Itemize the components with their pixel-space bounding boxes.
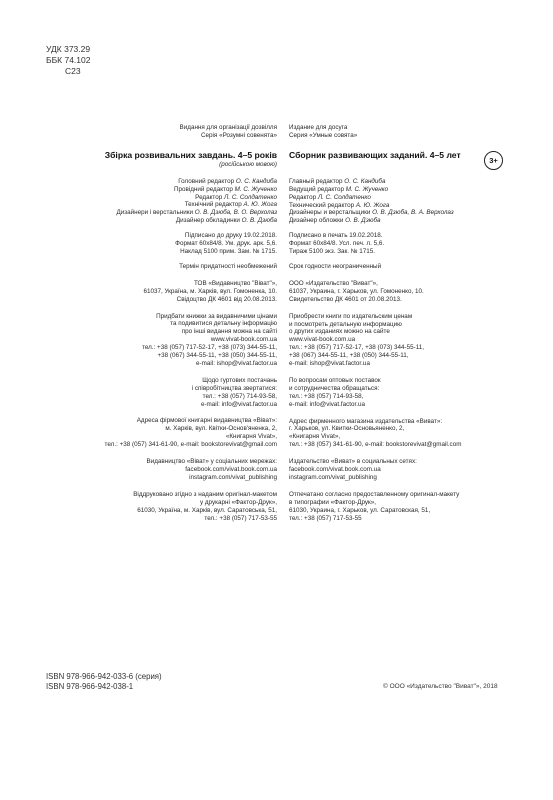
credit-role: Редактор <box>289 193 317 201</box>
buy-line: тел.: +38 (057) 717-52-17, +38 (073) 344-55-11, <box>289 344 424 352</box>
credit-role: Главный редактор <box>289 177 343 185</box>
buy-line: www.vivat-book.com.ua <box>289 336 356 344</box>
credit-role: Провідний редактор <box>173 185 233 193</box>
printed-line: Віддруковано згідно з наданим оригінал-макетом <box>133 490 277 498</box>
credits-block <box>47 178 277 225</box>
store-line: Адрес фирменного магазина издательства «Виват»: <box>289 417 443 425</box>
credit-line <box>289 194 519 202</box>
credit-line <box>47 217 277 225</box>
printed-line: тел.: +38 (057) 717-53-55 <box>204 514 277 522</box>
credit-name: О. В. Дзюба <box>345 217 381 225</box>
credit-line <box>47 186 277 194</box>
social-line: facebook.com/vivat.book.com.ua <box>289 466 381 474</box>
credit-role: Дизайнер обложки <box>289 217 344 225</box>
store-block <box>47 417 277 449</box>
publisher-block <box>47 280 277 304</box>
edition-line: Издание для досуга <box>289 124 348 131</box>
credit-name: А. Ю. Жога <box>355 201 390 209</box>
print-line: Наклад 5100 прим. Зам. № 1715. <box>180 247 277 255</box>
buy-line: про інші видання можна на сайті <box>181 328 277 336</box>
credit-role: Дизайнер обкладинки <box>175 217 240 225</box>
print-block <box>289 232 519 256</box>
edition-line: Серия «Умные совята» <box>289 131 358 139</box>
isbn-book: ISBN 978-966-942-038-1 <box>46 682 134 691</box>
publisher-line: 61037, Україна, м. Харків, вул. Гомоненка, 10. <box>143 287 277 295</box>
udk-block <box>46 44 90 77</box>
printed-block <box>289 491 519 523</box>
book-subtitle: (російською мовою) <box>219 160 277 168</box>
credit-line <box>289 178 519 186</box>
printed-line: 61030, Україна, м. Харків, вул. Саратовська, 51, <box>137 506 277 514</box>
store-line: г. Харьков, ул. Квитки-Основьяненко, 2, <box>289 425 405 433</box>
wholesale-line: По вопросам оптовых поставок <box>289 376 381 384</box>
store-line: «Книгарня Vivat», <box>225 433 277 441</box>
publisher-line: ООО «Издательство "Виват"», <box>289 279 378 287</box>
shelf-block <box>289 263 519 271</box>
bbk-code: ББК 74.102 <box>46 55 91 65</box>
buy-line: Приобрести книги по издательским ценам <box>289 312 413 320</box>
printed-block <box>47 491 277 523</box>
printed-line: тел.: +38 (057) 717-53-55 <box>289 514 362 522</box>
publisher-block <box>289 280 519 304</box>
wholesale-block <box>47 377 277 409</box>
age-badge: 3+ <box>484 151 503 170</box>
credit-role: Дизайнеры и верстальщики <box>289 209 371 217</box>
social-line: Видавництво «Віват» у соціальних мережах: <box>146 458 277 466</box>
credit-line <box>289 217 519 225</box>
copyright: © ООО «Издательство "Виват"», 2018 <box>383 683 498 690</box>
shelf-line: Срок годности неограниченный <box>289 262 382 270</box>
printed-line: Отпечатано согласно предоставленному оригинал-макету <box>289 490 460 498</box>
edition-block <box>289 124 519 140</box>
buy-line: та подивитися детальну інформацію <box>170 320 277 328</box>
credit-name: М. С. Жученко <box>234 185 277 193</box>
buy-line: +38 (067) 344-55-11, +38 (050) 344-55-11, <box>157 352 277 360</box>
printed-line: 61030, Украина, г. Харьков, ул. Саратовская, 51, <box>289 506 431 514</box>
credit-line <box>289 186 519 194</box>
store-line: м. Харків, вул. Квітки-Основ'яненка, 2, <box>165 425 277 433</box>
printed-line: в типографии «Фактор-Друк», <box>289 498 377 506</box>
shelf-block <box>47 263 277 271</box>
social-line: instagram.com/vivat_publishing <box>289 474 377 481</box>
credit-name: Л. С. Солдатенко <box>224 193 277 201</box>
shelf-line: Термін придатності необмежений <box>179 262 277 270</box>
buy-line: и посмотреть детальную информацию <box>289 320 402 328</box>
credit-name: О. В. Дзюба, В. А. Верхолаз <box>372 209 454 217</box>
buy-line: e-mail: ishop@vivat.factor.ua <box>196 359 277 367</box>
author-mark: С23 <box>65 66 81 76</box>
print-line: Тираж 5100 экз. Зак. № 1715. <box>289 248 376 256</box>
social-block <box>47 458 277 482</box>
social-block <box>289 458 519 482</box>
buy-block <box>289 313 519 368</box>
publisher-line: ТОВ «Видавництво "Віват"», <box>193 279 277 287</box>
edition-line: Видання для організації дозвілля <box>179 124 277 131</box>
buy-line: тел.: +38 (057) 717-52-17, +38 (073) 344-55-11, <box>142 344 277 352</box>
wholesale-line: тел.: +38 (057) 714-93-58, <box>202 392 277 400</box>
book-title: Збірка розвивальних завдань. 4–5 років <box>104 149 277 160</box>
publisher-line: Свидетельство ДК 4601 от 20.08.2013. <box>289 295 402 303</box>
social-line: facebook.com/vivat.book.com.ua <box>185 466 277 473</box>
printed-line: у друкарні «Фактор-Друк», <box>199 498 277 506</box>
print-line: Підписано до друку 19.02.2018. <box>184 232 277 240</box>
print-block <box>47 232 277 256</box>
credit-line <box>47 178 277 186</box>
wholesale-line: Щодо гуртових постачань <box>202 376 277 384</box>
credits-block <box>289 178 519 225</box>
print-line: Подписано в печать 19.02.2018. <box>289 232 383 240</box>
credit-role: Головний редактор <box>178 177 235 185</box>
store-line: «Книгарня Vivat», <box>289 433 341 441</box>
wholesale-line: и сотрудничества обращаться: <box>289 384 380 392</box>
buy-line: e-mail: ishop@vivat.factor.ua <box>289 360 370 368</box>
credit-role: Технический редактор <box>289 201 355 209</box>
publisher-line: 61037, Украина, г. Харьков, ул. Гомоненко, 10. <box>289 287 424 295</box>
credit-name: М. С. Жученко <box>345 185 389 193</box>
store-line: Адреса фірмової книгарні видавництва «Віват»: <box>136 417 277 425</box>
credit-name: О. С. Кандиба <box>344 177 386 185</box>
credit-role: Дизайнери і верстальники <box>116 209 193 217</box>
wholesale-line: тел.: +38 (057) 714-93-58, <box>289 392 364 400</box>
wholesale-line: і співробітництва звертатися: <box>191 384 277 392</box>
book-title: Сборник развивающих заданий. 4–5 лет <box>289 149 461 160</box>
credit-name: О. В. Дзюба <box>241 217 277 225</box>
credit-role: Редактор <box>195 193 223 201</box>
udk-code: УДК 373.29 <box>46 44 91 54</box>
edition-line: Серія «Розумні совенята» <box>200 131 277 139</box>
wholesale-block <box>289 377 519 409</box>
buy-line: www.vivat-book.com.ua <box>210 336 277 344</box>
credit-name: О. В. Дзюба, В. О. Верхолаз <box>194 209 277 217</box>
imprint-column-ukrainian <box>47 124 277 522</box>
print-line: Формат 60х84/8. Ум. друк. арк. 5,6. <box>175 240 277 248</box>
credit-name: А. Ю. Жога <box>243 201 277 209</box>
isbn-block <box>46 672 162 692</box>
publisher-line: Свідоцтво ДК 4601 від 20.08.2013. <box>176 295 277 303</box>
social-line: Издательство «Виват» в социальных сетях: <box>289 458 417 466</box>
wholesale-line: e-mail: info@vivat.factor.ua <box>200 400 277 408</box>
edition-block <box>47 124 277 140</box>
print-line: Формат 60х84/8. Усл. печ. л. 5,6. <box>289 240 385 248</box>
wholesale-line: e-mail: info@vivat.factor.ua <box>289 400 366 408</box>
social-line: instagram.com/vivat_publishing <box>189 473 277 481</box>
buy-block <box>47 313 277 368</box>
buy-line: о других изданиях можно на сайте <box>289 328 390 336</box>
store-line: тел.: +38 (057) 341-61-90, e-mail: bookstorevivat@gmail.com <box>104 441 277 449</box>
credit-role: Технічний редактор <box>184 201 242 209</box>
imprint-column-russian <box>289 124 519 523</box>
credit-name: Л. С. Солдатенко <box>317 193 371 201</box>
buy-line: +38 (067) 344-55-11, +38 (050) 344-55-11, <box>289 352 409 360</box>
store-block <box>289 418 519 450</box>
isbn-series: ISBN 978-966-942-033-6 (серия) <box>46 672 162 681</box>
credit-name: О. С. Кандиба <box>235 177 277 185</box>
buy-line: Придбати книжки за видавничими цінами <box>156 312 277 320</box>
credit-role: Ведущий редактор <box>289 185 345 193</box>
store-line: тел.: +38 (057) 341-61-90, e-mail: bookstorevivat@gmail.com <box>289 441 462 449</box>
